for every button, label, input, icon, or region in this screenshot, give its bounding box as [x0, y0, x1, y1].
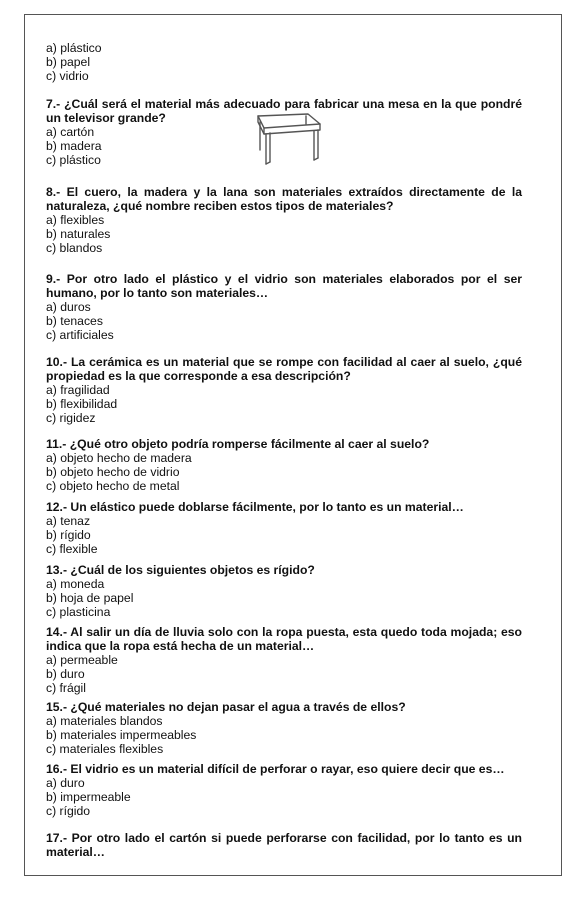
- option-q9-b: b) tenaces: [46, 314, 103, 328]
- question-7: 7.- ¿Cuál será el material más adecuado para fabricar una mesa en la que pondré un televisor grande?: [46, 97, 522, 125]
- option-q8-c: c) blandos: [46, 241, 103, 255]
- option-q7-c: c) plástico: [46, 153, 101, 167]
- option-q10-b: b) flexibilidad: [46, 397, 118, 411]
- option-q14-a: a) permeable: [46, 653, 118, 667]
- option-q13-b: b) hoja de papel: [46, 591, 134, 605]
- option-q8-b: b) naturales: [46, 227, 111, 241]
- option-q6-b: b) papel: [46, 55, 91, 69]
- option-q13-a: a) moneda: [46, 577, 105, 591]
- table-illustration: [248, 110, 324, 172]
- option-q11-c: c) objeto hecho de metal: [46, 479, 180, 493]
- question-11: 11.- ¿Qué otro objeto podría romperse fácilmente al caer al suelo?: [46, 437, 430, 451]
- question-10: 10.- La cerámica es un material que se rompe con facilidad al caer al suelo, ¿qué propiedad es la que corresponde a esa descripción?: [46, 355, 522, 383]
- question-14: 14.- Al salir un día de lluvia solo con la ropa puesta, esta quedo toda mojada; eso indica que la ropa está hecha de un material…: [46, 625, 522, 653]
- option-q15-b: b) materiales impermeables: [46, 728, 197, 742]
- option-q10-c: c) rigidez: [46, 411, 96, 425]
- option-q14-b: b) duro: [46, 667, 85, 681]
- option-q11-b: b) objeto hecho de vidrio: [46, 465, 180, 479]
- question-9: 9.- Por otro lado el plástico y el vidrio son materiales elaborados por el ser humano, por lo tanto son materiales…: [46, 272, 522, 300]
- question-17: 17.- Por otro lado el cartón si puede perforarse con facilidad, por lo tanto es un material…: [46, 831, 522, 859]
- option-q6-a: a) plástico: [46, 41, 102, 55]
- question-12: 12.- Un elástico puede doblarse fácilmente, por lo tanto es un material…: [46, 500, 464, 514]
- option-q7-a: a) cartón: [46, 125, 95, 139]
- option-q6-c: c) vidrio: [46, 69, 89, 83]
- option-q8-a: a) flexibles: [46, 213, 105, 227]
- question-15: 15.- ¿Qué materiales no dejan pasar el agua a través de ellos?: [46, 700, 406, 714]
- option-q16-b: b) impermeable: [46, 790, 131, 804]
- question-16: 16.- El vidrio es un material difícil de perforar o rayar, eso quiere decir que es…: [46, 762, 505, 776]
- question-8: 8.- El cuero, la madera y la lana son materiales extraídos directamente de la naturaleza, ¿qué nombre reciben estos tipos de materiales?: [46, 185, 522, 213]
- option-q12-c: c) flexible: [46, 542, 98, 556]
- option-q13-c: c) plasticina: [46, 605, 111, 619]
- question-13: 13.- ¿Cuál de los siguientes objetos es rígido?: [46, 563, 315, 577]
- option-q15-a: a) materiales blandos: [46, 714, 163, 728]
- option-q12-a: a) tenaz: [46, 514, 91, 528]
- option-q9-a: a) duros: [46, 300, 91, 314]
- option-q16-c: c) rígido: [46, 804, 91, 818]
- option-q15-c: c) materiales flexibles: [46, 742, 164, 756]
- option-q7-b: b) madera: [46, 139, 102, 153]
- option-q10-a: a) fragilidad: [46, 383, 110, 397]
- option-q12-b: b) rígido: [46, 528, 91, 542]
- option-q16-a: a) duro: [46, 776, 85, 790]
- option-q9-c: c) artificiales: [46, 328, 114, 342]
- option-q11-a: a) objeto hecho de madera: [46, 451, 192, 465]
- option-q14-c: c) frágil: [46, 681, 86, 695]
